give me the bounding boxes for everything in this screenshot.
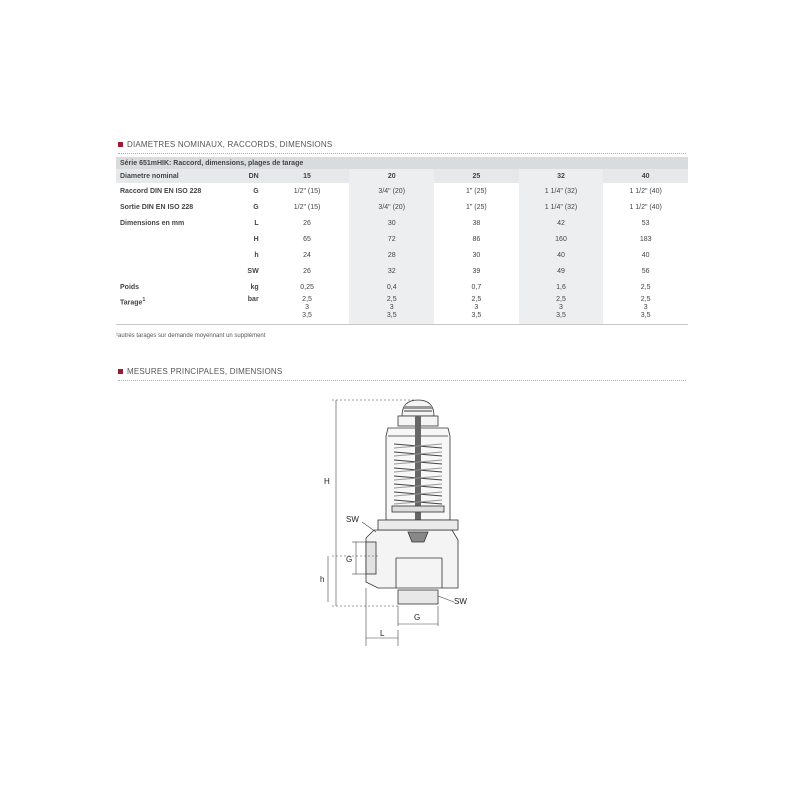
- table-cell: 40: [519, 247, 604, 263]
- row-label: [116, 263, 237, 279]
- spec-table: [116, 157, 688, 325]
- label-H: H: [324, 477, 330, 486]
- table-cell: [349, 295, 434, 325]
- tarage-value: 2,5: [302, 296, 312, 303]
- row-unit: DN: [237, 169, 264, 183]
- table-cell: 42: [519, 215, 604, 231]
- table-title: Série 651mHIK: Raccord, dimensions, plages de tarage: [116, 157, 688, 169]
- table-cell: [519, 295, 604, 325]
- table-cell: 30: [472, 251, 481, 259]
- table-cell: 72: [349, 231, 434, 247]
- table-cell: 26: [303, 219, 311, 227]
- table-cell: [434, 295, 519, 325]
- row-unit: G: [253, 187, 259, 195]
- tarage-value: 2,5: [471, 296, 482, 303]
- row-label: [116, 231, 237, 247]
- row-label: Diametre nominal: [116, 169, 237, 183]
- tarage-value: 3,5: [556, 312, 566, 319]
- table-cell: 40: [641, 251, 650, 259]
- row-unit: bar: [237, 295, 264, 325]
- row-unit: h: [254, 251, 259, 259]
- table-cell: 3/4" (20): [349, 199, 434, 215]
- table-cell: 1/2" (15): [293, 187, 321, 195]
- tarage-value: 3: [474, 304, 479, 311]
- row-unit: L: [254, 219, 259, 227]
- section-header-dimensions: [118, 137, 686, 151]
- section-marker-icon: [118, 142, 123, 147]
- table-cell: 65: [303, 235, 311, 243]
- table-cell: 1/2" (15): [293, 203, 321, 211]
- row-label: Raccord DIN EN ISO 228: [120, 187, 202, 195]
- tarage-value: 3,5: [471, 312, 482, 319]
- table-row: [116, 279, 688, 295]
- row-label: Dimensions en mm: [120, 219, 185, 227]
- label-sw-top: SW: [346, 515, 359, 524]
- table-cell: 0,7: [471, 283, 482, 291]
- table-cell: 24: [303, 251, 311, 259]
- table-cell: 1,6: [519, 279, 604, 295]
- label-g-side: G: [346, 555, 353, 564]
- table-cell: 49: [519, 263, 604, 279]
- table-cell: [265, 295, 350, 325]
- table-cell: 26: [303, 267, 311, 275]
- valve-drawing: [318, 392, 488, 652]
- row-label: Sortie DIN EN ISO 228: [120, 203, 194, 211]
- table-row: [116, 183, 688, 199]
- row-unit: kg: [250, 283, 259, 291]
- row-label: Poids: [120, 283, 140, 291]
- table-cell: 39: [472, 267, 481, 275]
- tarage-value: 3: [305, 304, 309, 311]
- table-row: [116, 263, 688, 279]
- table-row: [116, 215, 688, 231]
- table-cell: 32: [349, 263, 434, 279]
- cell-dn-25: 25: [434, 169, 519, 183]
- label-sw-bottom: SW: [454, 597, 467, 606]
- row-label: [116, 247, 237, 263]
- table-cell: 28: [349, 247, 434, 263]
- table-cell: [603, 295, 688, 325]
- table-cell: 1 1/4" (32): [519, 199, 604, 215]
- table-cell: 56: [641, 267, 650, 275]
- row-unit: G: [253, 203, 259, 211]
- table-row: [116, 231, 688, 247]
- table-row-tarage: [116, 295, 688, 325]
- cell-dn-20: 20: [349, 169, 434, 183]
- table-cell: 3/4" (20): [349, 183, 434, 199]
- table-cell: 0,4: [349, 279, 434, 295]
- row-unit: H: [253, 235, 259, 243]
- label-h: h: [320, 575, 325, 584]
- footnote-marker: 1: [142, 297, 146, 303]
- cell-dn-40: 40: [603, 169, 688, 183]
- table-footnote: ¹autres tarages sur demande moyennant un supplément: [116, 333, 266, 339]
- tarage-value: 3,5: [386, 312, 397, 319]
- table-cell: 1" (25): [465, 203, 487, 211]
- tarage-value: 3,5: [302, 312, 312, 319]
- table-cell: 183: [639, 235, 652, 243]
- table-row: [116, 247, 688, 263]
- tarage-value: 3: [389, 304, 394, 311]
- table-cell: 160: [519, 231, 604, 247]
- section-divider: [118, 153, 686, 154]
- table-cell: 1" (25): [465, 187, 487, 195]
- table-cell: 53: [641, 219, 650, 227]
- table-cell: 0,25: [300, 283, 314, 291]
- section-header-measures: [118, 364, 686, 378]
- tarage-value: 3,5: [640, 312, 651, 319]
- tarage-label: Tarage: [120, 299, 143, 307]
- table-cell: 30: [349, 215, 434, 231]
- section-title-measures: MESURES PRINCIPALES, DIMENSIONS: [127, 366, 283, 376]
- cell-dn-32: 32: [519, 169, 604, 183]
- label-L: L: [380, 629, 385, 638]
- section-marker-icon: [118, 369, 123, 374]
- tarage-value: 2,5: [556, 296, 566, 303]
- valve-body: [366, 520, 458, 604]
- tarage-value: 3: [643, 304, 648, 311]
- table-title-row: [116, 157, 688, 169]
- tarage-value: 3: [559, 304, 563, 311]
- row-unit: SW: [247, 267, 259, 275]
- section-divider: [118, 380, 686, 381]
- table-cell: 86: [472, 235, 481, 243]
- table-cell: 1 1/2" (40): [629, 203, 662, 211]
- table-cell: 38: [472, 219, 481, 227]
- tarage-value: 2,5: [386, 296, 397, 303]
- table-cell: 2,5: [640, 283, 651, 291]
- table-cell: 1 1/2" (40): [629, 187, 662, 195]
- row-label: [116, 295, 237, 325]
- label-g-bottom: G: [414, 613, 421, 622]
- tarage-value: 2,5: [640, 296, 651, 303]
- table-row: [116, 199, 688, 215]
- section-title-dimensions: DIAMETRES NOMINAUX, RACCORDS, DIMENSIONS: [127, 139, 333, 149]
- table-row-dn: [116, 169, 688, 183]
- cell-dn-15: 15: [265, 169, 350, 183]
- table-cell: 1 1/4" (32): [519, 183, 604, 199]
